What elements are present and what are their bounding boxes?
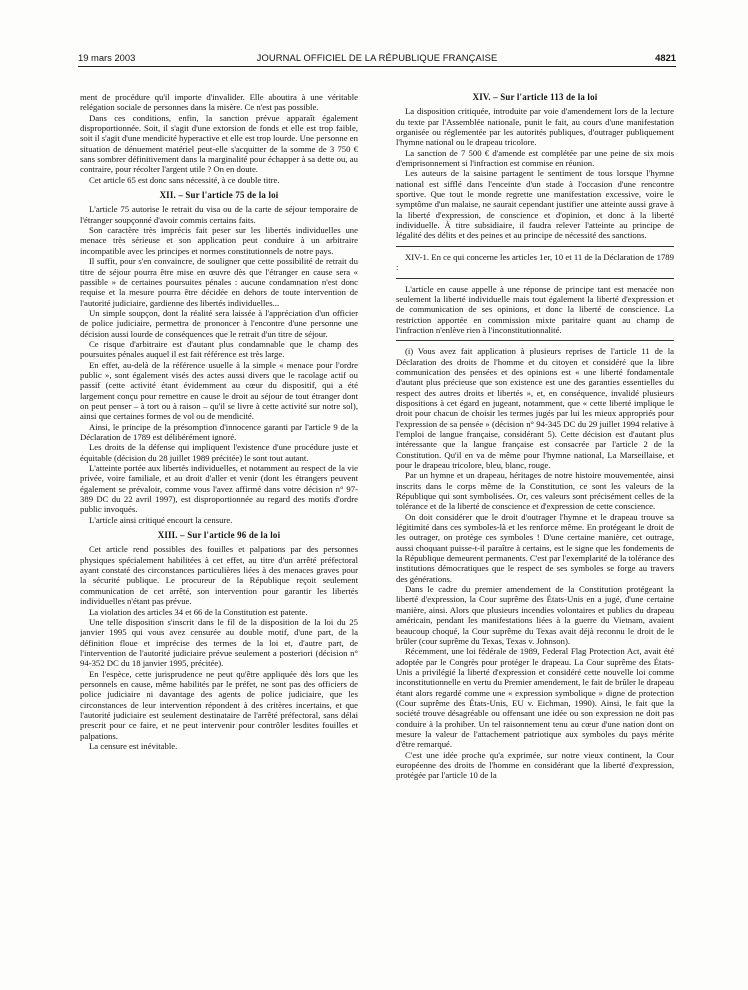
section-heading-xiv: XIV. – Sur l'article 113 de la loi <box>472 92 598 102</box>
paragraph: Il suffit, pour s'en convaincre, de souligner que cette possibilité de retrait du titre de séjour pourra être mise en œuvre dès que l'étranger en cause sera « passible » de certaines poursuites pénales : aucune condamnation n'est donc requise et la mesure pourra être décidée en dehors de toute intervention de l'autorité judiciaire, gardienne des libertés individuelles... <box>80 256 358 308</box>
paragraph: L'article 75 autorise le retrait du visa ou de la carte de séjour temporaire de l'étranger soupçonné d'avoir commis certains faits. <box>80 204 358 225</box>
paragraph: Cet article rend possibles des fouilles et palpations par des personnes physiques spécialement habilitées à cet effet, au titre d'un arrêté préfectoral ayant constaté des circonstances particulières liées à des menaces graves pour la sécurité publique. Le procureur de la République reçoit seulement communication de cet arrêté, son intervention pour garantir les libertés individuelles n'étant pas prévue. <box>80 544 358 607</box>
issue-date: 19 mars 2003 <box>78 52 136 63</box>
section-divider <box>396 246 674 247</box>
paragraph: On doit considérer que le droit d'outrager l'hymne et le drapeau trouve sa légitimité dans ces symboles-là et les renforce même. En protégeant le droit de les outrager, on protège ces symboles ! D'une certaine manière, cet outrage, aussi choquant puisse-t-il paraître à certains, est le signe que les fondements de la République demeurent permanents. C'est par l'exemplarité de la tolérance des institutions démocratiques que le respect de ses symboles se forge au travers des générations. <box>396 511 674 584</box>
section-heading-xiii: XIII. – Sur l'article 96 de la loi <box>157 530 281 541</box>
right-column <box>396 92 674 972</box>
paragraph: Ce risque d'arbitraire est d'autant plus condamnable que le champ des poursuites pénales auquel il est fait référence est très large. <box>80 338 358 360</box>
paragraph: L'article en cause appelle à une réponse de principe tant est menacée non seulement la liberté individuelle mais tout également la liberté d'expression et de communication de ses opinions, et donc la liberté de conscience. La restriction apportée en commission mixte paritaire quant au champ de l'infraction n'enlève rien à l'inconstitutionnalité. <box>396 283 674 335</box>
section-divider <box>396 340 674 341</box>
paragraph: En l'espèce, cette jurisprudence ne peut qu'être appliquée dès lors que les personnels en cause, même habilités par le préfet, ne sont pas des officiers de police judiciaire ni davantage des agents de police judiciaire, que les circonstances de leur intervention répondent à des critères incertains, et que l'autorité judiciaire est seulement destinataire de l'arrêté préfectoral, sans délai prescrit pour ce faire, et ne peut intervenir pour contrôler lesdites fouilles et palpations. <box>80 668 358 741</box>
paragraph: La sanction de 7 500 € d'amende est complétée par une peine de six mois d'emprisonnement si l'infraction est commise en réunion. <box>396 147 674 169</box>
left-column <box>80 92 358 972</box>
subsection-heading-xiv-1: XIV-1. En ce qui concerne les articles 1er, 10 et 11 de la Déclaration de 1789 : <box>396 251 674 273</box>
paragraph: Les auteurs de la saisine partagent le sentiment de tous lorsque l'hymne national est sifflé dans l'enceinte d'un stade à l'occasion d'une rencontre sportive. Que tout le monde regrette une manifestation excessive, voire le symptôme d'un malaise, ne saurait cependant justifier une atteinte aussi grave à la liberté d'expression, de conscience et d'opinion, et donc à la liberté individuelle. À titre subsidiaire, il faudra relever l'atteinte au principe de légalité des délits et des peines et au principe de nécessité des sanctions. <box>396 168 674 241</box>
section-divider <box>396 278 674 279</box>
paragraph: L'atteinte portée aux libertés individuelles, et notamment au respect de la vie privée, voire familiale, et au droit d'aller et venir (dont les étrangers peuvent également se prévaloir, comme vous l'avez affirmé dans votre décision n° 97-389 DC du 22 avril 1997), est disproportionnée au regard des motifs d'ordre public invoqués. <box>80 463 358 515</box>
paragraph: Les droits de la défense qui impliquent l'existence d'une procédure juste et équitable (décision du 28 juillet 1989 précitée) le sont tout autant. <box>80 442 358 463</box>
paragraph: Récemment, une loi fédérale de 1989, Federal Flag Protection Act, avait été adoptée par le Congrès pour protéger le drapeau. La Cour suprême des États-Unis a privilégié la liberté d'expression et considéré cette nouvelle loi comme inconstitutionnelle en vertu du Premier amendement, le fait de brûler le drapeau étant alors regardé comme une « expression symbolique » digne de protection (Cour suprême des États-Unis, EU v. Eichman, 1990). Ainsi, le fait que la société trouve désagréable ou offensant une idée ou son expression ne doit pas conduire à la prohiber. Un tel raisonnement tenu au cœur d'une nation dont on mesure la valeur de l'attachement patriotique aux symboles du pays mérite d'être remarqué. <box>396 646 674 750</box>
paragraph: Ainsi, le principe de la présomption d'innocence garanti par l'article 9 de la Déclaration de 1789 est délibérément ignoré. <box>80 421 358 442</box>
paragraph: Cet article 65 est donc sans nécessité, à ce double titre. <box>89 174 280 185</box>
paragraph: C'est une idée proche qu'a exprimée, sur notre vieux continent, la Cour européenne des droits de l'homme en considérant que la liberté d'expression, protégée par l'article 10 de la <box>396 749 674 781</box>
header-rule <box>78 66 676 67</box>
paragraph: Dans ces conditions, enfin, la sanction prévue apparaît également disproportionnée. Soit, il s'agit d'une extorsion de fonds et elle est trop faible, soit il s'agit d'une mendicité hyperactive et elle est trop lourde. Une personne en situation de dénuement matériel peut-elle s'acquitter de la somme de 3 750 € sans sombrer définitivement dans la marginalité pour échapper à sa dette ou, au contraire, pour récolter l'argent utile ? On en doute. <box>80 112 358 175</box>
paragraph: ment de procédure qu'il importe d'invalider. Elle aboutira à une véritable relégation sociale de personnes dans la misère. Ce n'est pas possible. <box>80 92 358 113</box>
page-number: 4821 <box>655 52 676 63</box>
page-header <box>78 52 676 66</box>
paragraph: Son caractère très imprécis fait peser sur les libertés individuelles une menace très sérieuse et son application peut conduire à un arbitraire incompatible avec les principes et normes constitutionnels de notre pays. <box>80 225 358 256</box>
paragraph: Un simple soupçon, dont la réalité sera laissée à l'appréciation d'un officier de police judiciaire, permettra de prononcer à l'encontre d'une personne une décision aussi lourde de conséquences que le retrait d'un titre de séjour. <box>80 307 358 339</box>
paragraph: Par un hymne et un drapeau, héritages de notre histoire mouvementée, ainsi inscrits dans le corps même de la Constitution, ce sont les valeurs de la République qui sont symbolisées. Or, ces valeurs sont précisément celles de la tolérance et de la liberté de conscience et d'expression de cette conscience. <box>396 470 674 512</box>
paragraph: Une telle disposition s'inscrit dans le fil de la disposition de la loi du 25 janvier 1995 qui vous avez censurée au double motif, d'une part, de la définition floue et imprécise des termes de la loi et, d'autre part, de l'intervention de l'autorité judiciaire prévue seulement a posteriori (décision n° 94-352 DC du 18 janvier 1995, précitée). <box>80 616 358 669</box>
paragraph: La disposition critiquée, introduite par voie d'amendement lors de la lecture du texte par l'Assemblée nationale, punit le fait, au cours d'une manifestation organisée ou réglementée par les autorités publiques, d'outrager publiquement l'hymne national ou le drapeau tricolore. <box>396 106 674 148</box>
paragraph: La censure est inévitable. <box>89 740 178 751</box>
paragraph: (i) Vous avez fait application à plusieurs reprises de l'article 11 de la Déclaration des droits de l'homme et du citoyen et considéré que la libre communication des pensées et des opinions est « une liberté fondamentale d'autant plus précieuse que son existence est une des garanties essentielles du respect des autres droits et libertés », et, en conséquence, invalidé plusieurs dispositions à cet égard en jugeant, notamment, que « cette liberté implique le droit pour chacun de choisir les termes jugés par lui les mieux appropriés pour l'expression de sa pensée » (décision n° 94-345 DC du 29 juillet 1994 relative à l'emploi de langue française, considérant 5). Cette décision est d'autant plus intéressante que la langue française est consacrée par l'article 2 de la Constitution. Qu'il en va de même pour l'hymne national, La Marseillaise, et pour le drapeau tricolore, bleu, blanc, rouge. <box>396 346 674 470</box>
paragraph: Dans le cadre du premier amendement de la Constitution protégeant la liberté d'expression, la Cour suprême des États-Unis en a jugé, d'une certaine manière, ainsi. Alors que plusieurs incendies volontaires et publics du drapeau américain, pendant les manifestations liées à la guerre du Vietnam, avaient beaucoup choqué, la Cour suprême du Texas avait déjà reconnu le droit de le brûler (cour suprême du Texas, Texas v. Johnson). <box>396 584 674 646</box>
paragraph: En effet, au-delà de la référence usuelle à la simple « menace pour l'ordre public », sont également visés des actes aussi divers que le racolage actif ou passif (cette activité étant évidemment au cœur du dispositif, qui a été largement conçu pour remettre en cause le droit au séjour de tout étranger dont on peut penser – à tort ou à raison – qu'il se livre à cette activité sur notre sol), ainsi que certaines formes de vol ou de mendicité. <box>80 359 358 422</box>
section-heading-xii: XII. – Sur l'article 75 de la loi <box>159 190 279 201</box>
paragraph: La violation des articles 34 et 66 de la Constitution est patente. <box>89 606 308 617</box>
paragraph: L'article ainsi critiqué encourt la censure. <box>89 514 233 525</box>
journal-title: JOURNAL OFFICIEL DE LA RÉPUBLIQUE FRANÇAISE <box>256 52 498 63</box>
